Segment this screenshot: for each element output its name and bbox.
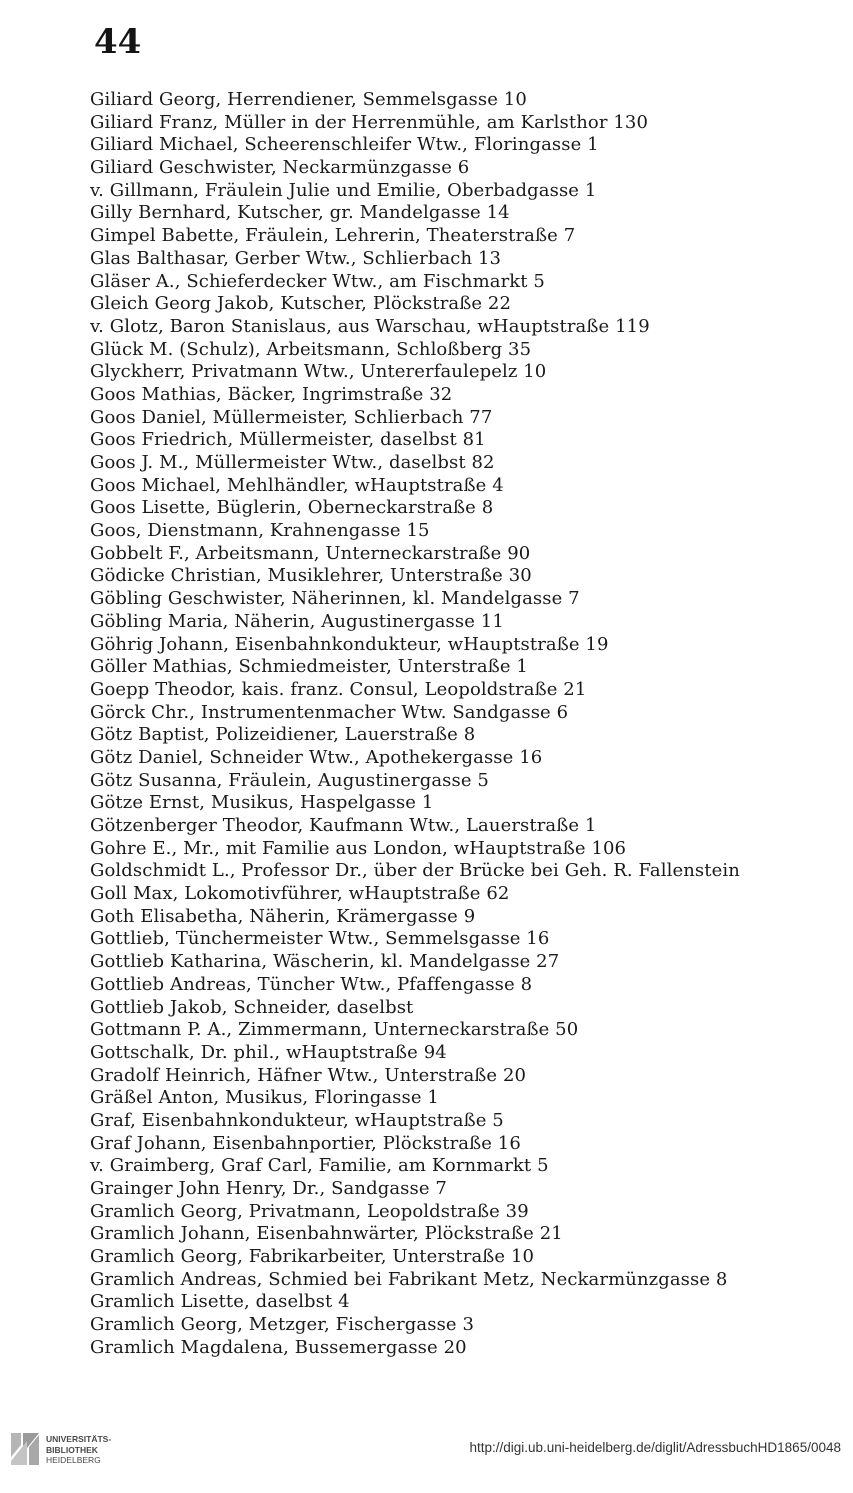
directory-entry: Giliard Geschwister, Neckarmünzgasse 6 bbox=[90, 157, 470, 179]
directory-entries bbox=[90, 89, 830, 1360]
directory-entry: Glas Balthasar, Gerber Wtw., Schlierbach 13 bbox=[90, 247, 502, 269]
directory-entry: Gramlich Georg, Metzger, Fischergasse 3 bbox=[90, 1314, 475, 1336]
page-number: 44 bbox=[94, 22, 142, 62]
directory-entry: Gimpel Babette, Fräulein, Lehrerin, Theaterstraße 7 bbox=[90, 225, 576, 247]
directory-entry: Goos J. M., Müllermeister Wtw., daselbst 82 bbox=[90, 452, 495, 473]
directory-entry: Gradolf Heinrich, Häfner Wtw., Unterstraße 20 bbox=[90, 1064, 527, 1086]
directory-entry: Gobbelt F., Arbeitsmann, Unterneckarstraße 90 bbox=[90, 542, 531, 564]
directory-entry: Göhrig Johann, Eisenbahnkondukteur, wHauptstraße 19 bbox=[90, 633, 609, 655]
directory-entry: Gramlich Andreas, Schmied bei Fabrikant Metz, Neckarmünzgasse 8 bbox=[90, 1268, 728, 1290]
directory-entry: Gramlich Magdalena, Bussemergasse 20 bbox=[90, 1336, 467, 1358]
directory-entry: Gottschalk, Dr. phil., wHauptstraße 94 bbox=[90, 1041, 447, 1063]
directory-entry: Gohre E., Mr., mit Familie aus London, wHauptstraße 106 bbox=[90, 837, 627, 859]
library-name-line3: HEIDELBERG bbox=[46, 1455, 101, 1465]
directory-entry: Gottlieb Jakob, Schneider, daselbst bbox=[90, 996, 414, 1018]
directory-entry: Goos Daniel, Müllermeister, Schlierbach 77 bbox=[90, 406, 493, 428]
directory-entry: Gramlich Georg, Fabrikarbeiter, Unterstraße 10 bbox=[90, 1246, 535, 1268]
directory-entry: Glück M. (Schulz), Arbeitsmann, Schloßberg 35 bbox=[90, 338, 532, 360]
directory-entry: Götz Daniel, Schneider Wtw., Apothekergasse 16 bbox=[90, 746, 543, 768]
directory-entry: Goos Lisette, Büglerin, Oberneckarstraße 8 bbox=[90, 497, 494, 519]
directory-entry: Gottlieb, Tünchermeister Wtw., Semmelsgasse 16 bbox=[90, 928, 550, 950]
directory-entry: Goos Friedrich, Müllermeister, daselbst 81 bbox=[90, 429, 486, 451]
directory-entry: Grainger John Henry, Dr., Sandgasse 7 bbox=[90, 1178, 447, 1199]
directory-entry: Götz Baptist, Polizeidiener, Lauerstraße 8 bbox=[90, 724, 476, 746]
directory-entry: Gottlieb Katharina, Wäscherin, kl. Mandelgasse 27 bbox=[90, 951, 560, 973]
directory-entry: Gramlich Georg, Privatmann, Leopoldstraße 39 bbox=[90, 1200, 529, 1222]
footer bbox=[0, 1414, 853, 1493]
directory-entry: Goldschmidt L., Professor Dr., über der Brücke bei Geh. R. Fallenstein bbox=[90, 860, 740, 882]
directory-entry: v. Graimberg, Graf Carl, Familie, am Kornmarkt 5 bbox=[90, 1155, 549, 1177]
directory-entry: Giliard Franz, Müller in der Herrenmühle, am Karlsthor 130 bbox=[90, 111, 649, 133]
directory-entry: Göbling Geschwister, Näherinnen, kl. Mandelgasse 7 bbox=[90, 588, 580, 610]
directory-entry: v. Glotz, Baron Stanislaus, aus Warschau, wHauptstraße 119 bbox=[90, 315, 650, 337]
directory-entry: Goos Michael, Mehlhändler, wHauptstraße 4 bbox=[90, 474, 504, 496]
source-url-link[interactable]: http://digi.ub.uni-heidelberg.de/diglit/AdressbuchHD1865/0048 bbox=[469, 1440, 841, 1455]
directory-entry: Glyckherr, Privatmann Wtw., Untererfaulepelz 10 bbox=[90, 361, 547, 383]
directory-entry: Gläser A., Schieferdecker Wtw., am Fischmarkt 5 bbox=[90, 270, 545, 292]
directory-entry: Gramlich Johann, Eisenbahnwärter, Plöckstraße 21 bbox=[90, 1223, 563, 1245]
directory-entry: Gottmann P. A., Zimmermann, Unterneckarstraße 50 bbox=[90, 1019, 579, 1041]
directory-entry: Gottlieb Andreas, Tüncher Wtw., Pfaffengasse 8 bbox=[90, 973, 533, 995]
library-name-line1: UNIVERSITÄTS- bbox=[46, 1434, 112, 1444]
directory-entry: Götzenberger Theodor, Kaufmann Wtw., Lauerstraße 1 bbox=[90, 815, 597, 836]
directory-entry: Gilly Bernhard, Kutscher, gr. Mandelgasse 14 bbox=[90, 202, 510, 224]
directory-entry: Götze Ernst, Musikus, Haspelgasse 1 bbox=[90, 792, 434, 814]
library-name-line2: BIBLIOTHEK bbox=[46, 1444, 98, 1455]
directory-entry: Goll Max, Lokomotivführer, wHauptstraße 62 bbox=[90, 883, 510, 905]
directory-entry: Graf, Eisenbahnkondukteur, wHauptstraße 5 bbox=[90, 1109, 504, 1131]
directory-entry: Giliard Georg, Herrendiener, Semmelsgasse 10 bbox=[90, 89, 527, 110]
directory-entry: Gramlich Lisette, daselbst 4 bbox=[90, 1291, 350, 1313]
library-name bbox=[46, 1434, 136, 1466]
directory-entry: Gleich Georg Jakob, Kutscher, Plöckstraße 22 bbox=[90, 293, 512, 315]
directory-entry: Goepp Theodor, kais. franz. Consul, Leopoldstraße 21 bbox=[90, 678, 587, 700]
directory-entry: v. Gillmann, Fräulein Julie und Emilie, Oberbadgasse 1 bbox=[90, 179, 597, 201]
directory-entry: Göbling Maria, Näherin, Augustinergasse 11 bbox=[90, 610, 504, 632]
directory-entry: Graf Johann, Eisenbahnportier, Plöckstraße 16 bbox=[90, 1132, 521, 1154]
directory-entry: Götz Susanna, Fräulein, Augustinergasse 5 bbox=[90, 769, 489, 791]
directory-entry: Goos, Dienstmann, Krahnengasse 15 bbox=[90, 520, 430, 542]
directory-entry: Gräßel Anton, Musikus, Floringasse 1 bbox=[90, 1087, 439, 1109]
directory-entry: Gödicke Christian, Musiklehrer, Unterstraße 30 bbox=[90, 565, 532, 587]
directory-entry: Giliard Michael, Scheerenschleifer Wtw., Floringasse 1 bbox=[90, 134, 599, 156]
directory-entry: Goos Mathias, Bäcker, Ingrimstraße 32 bbox=[90, 383, 453, 405]
directory-entry: Görck Chr., Instrumentenmacher Wtw. Sandgasse 6 bbox=[90, 701, 569, 723]
library-logo-icon bbox=[11, 1433, 39, 1465]
directory-entry: Göller Mathias, Schmiedmeister, Unterstraße 1 bbox=[90, 656, 528, 678]
directory-entry: Goth Elisabetha, Näherin, Krämergasse 9 bbox=[90, 905, 476, 927]
